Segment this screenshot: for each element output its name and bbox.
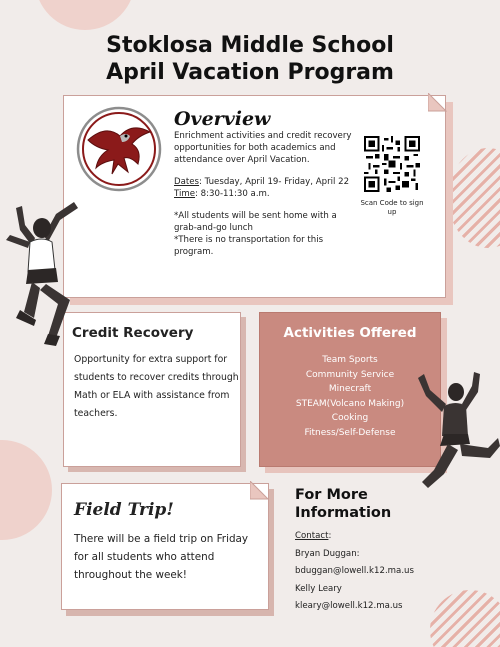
qr-caption: Scan Code to sign up	[360, 199, 424, 216]
overview-dates	[174, 176, 359, 188]
activities-list	[260, 353, 440, 440]
contact-label-line	[295, 528, 445, 546]
field-trip-body: There will be a field trip on Friday for all students who attend throughout the week!	[74, 533, 249, 581]
qr-code-icon[interactable]	[364, 136, 420, 192]
overview-body	[174, 130, 359, 258]
title-line-2: April Vacation Program	[106, 60, 394, 85]
jumping-person-illustration-right	[418, 370, 500, 505]
activity-item: Fitness/Self-Defense	[304, 427, 396, 438]
time-label: Time	[174, 189, 196, 199]
activity-item: Cooking	[331, 413, 369, 423]
hawk-mascot-icon	[76, 106, 162, 192]
overview-heading: Overview	[174, 108, 271, 130]
activities-card	[259, 312, 441, 467]
dates-value: : Tuesday, April 19- Friday, April 22	[199, 177, 350, 187]
overview-note-transport: *There is no transportation for this program.	[174, 235, 324, 257]
time-value: : 8:30-11:30 a.m.	[195, 189, 270, 199]
overview-description: Enrichment activities and credit recovery opportunities for both academics and attendance over April Vacation.	[174, 131, 352, 165]
more-info-heading: For More Information	[295, 487, 392, 521]
contact-block	[295, 528, 445, 616]
field-trip-corner-fold	[250, 481, 270, 501]
activities-heading: Activities Offered	[283, 325, 417, 341]
contact-name-2: Kelly Leary	[295, 583, 342, 594]
contact-label-suffix: :	[328, 531, 332, 541]
overview-note-lunch: *All students will be sent home with a grab-and-go lunch	[174, 211, 337, 233]
activity-item: Community Service	[305, 369, 395, 380]
activity-item: Minecraft	[328, 384, 372, 394]
more-info-section	[295, 486, 445, 616]
dates-label: Dates	[174, 177, 200, 187]
overview-corner-fold	[428, 93, 448, 113]
contact-email-2[interactable]: kleary@lowell.k12.ma.us	[295, 601, 403, 611]
overview-time	[174, 188, 359, 200]
field-trip-heading: Field Trip!	[74, 500, 174, 520]
credit-recovery-heading: Credit Recovery	[72, 325, 194, 341]
decor-circle-left	[0, 440, 52, 540]
jumping-person-illustration-left	[0, 200, 85, 355]
title-line-1: Stoklosa Middle School	[106, 33, 394, 58]
overview-card	[63, 95, 446, 298]
credit-recovery-card	[63, 312, 241, 467]
activity-item: STEAM(Volcano Making)	[295, 398, 405, 409]
field-trip-card	[61, 483, 269, 610]
activity-item: Team Sports	[322, 355, 378, 365]
decor-circle-top-left	[35, 0, 135, 30]
decor-stripe-circle-right	[448, 148, 500, 248]
credit-recovery-body: Opportunity for extra support for students to recover credits through Math or ELA with assistance from teachers.	[74, 354, 239, 419]
contact-name-1: Bryan Duggan:	[295, 548, 360, 559]
page-title	[0, 32, 500, 86]
contact-email-1[interactable]: bduggan@lowell.k12.ma.us	[295, 566, 414, 576]
contact-label: Contact	[295, 531, 329, 541]
